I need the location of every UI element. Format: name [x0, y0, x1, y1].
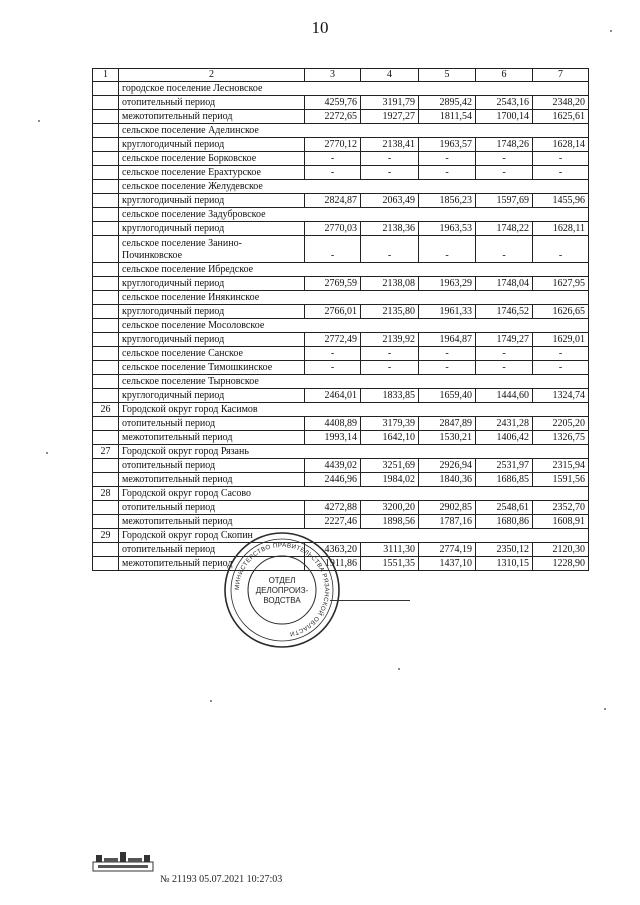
tariff-value-col-6: 1748,22 — [476, 222, 533, 236]
tariff-value-col-7: 1608,91 — [533, 515, 589, 529]
tariff-value-col-7: 1628,11 — [533, 222, 589, 236]
settlement-name: городское поселение Лесновское — [119, 82, 589, 96]
tariff-value-col-7: 2348,20 — [533, 96, 589, 110]
district-heading-row — [93, 487, 589, 501]
row-number-cell — [93, 110, 119, 124]
table-header-row — [93, 69, 589, 82]
column-number-6: 6 — [476, 69, 533, 82]
tariff-value-col-5: - — [419, 347, 476, 361]
settlement-name: сельское поселение Ибредское — [119, 263, 589, 277]
row-number-cell — [93, 543, 119, 557]
tariff-value-col-3: 2769,59 — [305, 277, 361, 291]
tariff-value-col-5: 1437,10 — [419, 557, 476, 571]
tariff-value-col-6: - — [476, 361, 533, 375]
tariff-value-col-4: 1551,35 — [361, 557, 419, 571]
tariff-value-col-3: - — [305, 166, 361, 180]
tariff-value-col-7: 2205,20 — [533, 417, 589, 431]
tariff-value-col-7: 1591,56 — [533, 473, 589, 487]
tariff-value-col-4: - — [361, 166, 419, 180]
tariff-value-col-6: 1748,04 — [476, 277, 533, 291]
tariff-value-col-4: - — [361, 236, 419, 263]
tariff-value-col-7: - — [533, 236, 589, 263]
tariff-value-col-3: 4439,02 — [305, 459, 361, 473]
period-label: отопительный период — [119, 501, 305, 515]
row-number-cell — [93, 152, 119, 166]
tariff-value-col-5: 2895,42 — [419, 96, 476, 110]
period-label: круглогодичный период — [119, 222, 305, 236]
tariff-value-col-5: 1811,54 — [419, 110, 476, 124]
district-name: Городской округ город Касимов — [119, 403, 589, 417]
table-row — [93, 277, 589, 291]
settlement-heading-row — [93, 124, 589, 138]
row-number-cell — [93, 263, 119, 277]
period-label: сельское поселение Занино-Починковское — [119, 236, 305, 263]
tariff-value-col-4: 3111,30 — [361, 543, 419, 557]
tariff-value-col-6: 2531,97 — [476, 459, 533, 473]
tariff-value-col-4: 3200,20 — [361, 501, 419, 515]
tariff-value-col-3: 4408,89 — [305, 417, 361, 431]
tariff-value-col-3: 2824,87 — [305, 194, 361, 208]
tariff-value-col-7: 1626,65 — [533, 305, 589, 319]
row-number-cell — [93, 361, 119, 375]
svg-text:МИНИСТЕРСТВО ПРАВИТЕЛЬСТВА РЯЗ: МИНИСТЕРСТВО ПРАВИТЕЛЬСТВА РЯЗАНСКОЙ ОБЛАСТИ — [233, 541, 331, 638]
tariff-value-col-6: 1597,69 — [476, 194, 533, 208]
tariff-value-col-6: 1748,26 — [476, 138, 533, 152]
tariff-value-col-6: - — [476, 347, 533, 361]
period-label: межотопительный период — [119, 515, 305, 529]
table-row — [93, 236, 589, 263]
period-label: отопительный период — [119, 459, 305, 473]
settlement-name: сельское поселение Задубровское — [119, 208, 589, 222]
tariff-value-col-3: 2770,12 — [305, 138, 361, 152]
row-number-cell — [93, 222, 119, 236]
tariff-value-col-5: 2926,94 — [419, 459, 476, 473]
footer-logo — [92, 850, 154, 872]
tariff-value-col-4: 2135,80 — [361, 305, 419, 319]
scan-speck — [210, 700, 212, 702]
tariff-value-col-3: 4363,20 — [305, 543, 361, 557]
row-number-cell: 27 — [93, 445, 119, 459]
tariff-value-col-5: 1964,87 — [419, 333, 476, 347]
tariff-value-col-4: 3251,69 — [361, 459, 419, 473]
tariff-value-col-6: 1700,14 — [476, 110, 533, 124]
row-number-cell — [93, 180, 119, 194]
period-label: отопительный период — [119, 417, 305, 431]
tariff-value-col-6: 1310,15 — [476, 557, 533, 571]
tariff-value-col-4: 1984,02 — [361, 473, 419, 487]
district-name: Городской округ город Скопин — [119, 529, 589, 543]
settlement-heading-row — [93, 319, 589, 333]
tariff-value-col-4: 1833,85 — [361, 389, 419, 403]
tariff-value-col-5: - — [419, 236, 476, 263]
tariff-value-col-3: 2766,01 — [305, 305, 361, 319]
settlement-heading-row — [93, 375, 589, 389]
tariff-value-col-4: 1898,56 — [361, 515, 419, 529]
row-number-cell — [93, 515, 119, 529]
period-label: сельское поселение Санское — [119, 347, 305, 361]
scan-speck — [604, 708, 606, 710]
period-label: круглогодичный период — [119, 138, 305, 152]
table-row — [93, 194, 589, 208]
settlement-heading-row — [93, 180, 589, 194]
tariff-value-col-5: - — [419, 361, 476, 375]
tariff-value-col-6: - — [476, 166, 533, 180]
tariff-value-col-7: 1228,90 — [533, 557, 589, 571]
scan-speck — [38, 120, 40, 122]
tariff-value-col-4: 2138,08 — [361, 277, 419, 291]
tariff-value-col-6: 1680,86 — [476, 515, 533, 529]
tariff-value-col-6: 1746,52 — [476, 305, 533, 319]
period-label: сельское поселение Ерахтурское — [119, 166, 305, 180]
tariff-value-col-4: 2138,41 — [361, 138, 419, 152]
tariff-value-col-7: 1627,95 — [533, 277, 589, 291]
tariff-value-col-6: - — [476, 236, 533, 263]
svg-text:ОТДЕЛ: ОТДЕЛ — [268, 576, 296, 585]
row-number-cell — [93, 291, 119, 305]
tariff-value-col-7: 2120,30 — [533, 543, 589, 557]
table-row — [93, 96, 589, 110]
table-row — [93, 305, 589, 319]
settlement-name: сельское поселение Желудевское — [119, 180, 589, 194]
column-number-7: 7 — [533, 69, 589, 82]
table-row — [93, 501, 589, 515]
period-label: межотопительный период — [119, 431, 305, 445]
tariff-value-col-5: 2902,85 — [419, 501, 476, 515]
tariff-value-col-3: - — [305, 152, 361, 166]
tariff-value-col-3: 2446,96 — [305, 473, 361, 487]
column-number-1: 1 — [93, 69, 119, 82]
row-number-cell — [93, 124, 119, 138]
row-number-cell — [93, 82, 119, 96]
row-number-cell — [93, 459, 119, 473]
tariff-value-col-6: 2548,61 — [476, 501, 533, 515]
page-number: 10 — [311, 18, 329, 37]
period-label: круглогодичный период — [119, 389, 305, 403]
tariff-value-col-5: 1856,23 — [419, 194, 476, 208]
settlement-heading-row — [93, 82, 589, 96]
tariff-value-col-4: 2139,92 — [361, 333, 419, 347]
tariff-value-col-6: - — [476, 152, 533, 166]
district-heading-row — [93, 445, 589, 459]
settlement-heading-row — [93, 291, 589, 305]
table-row — [93, 473, 589, 487]
table-row — [93, 152, 589, 166]
row-number-cell — [93, 501, 119, 515]
tariff-value-col-3: 2464,01 — [305, 389, 361, 403]
table-row — [93, 110, 589, 124]
period-label: круглогодичный период — [119, 305, 305, 319]
tariff-value-col-3: 2772,49 — [305, 333, 361, 347]
column-number-2: 2 — [119, 69, 305, 82]
district-heading-row — [93, 403, 589, 417]
tariff-value-col-4: - — [361, 347, 419, 361]
row-number-cell — [93, 333, 119, 347]
tariff-value-col-7: 1629,01 — [533, 333, 589, 347]
table-row — [93, 347, 589, 361]
tariff-value-col-6: 2431,28 — [476, 417, 533, 431]
period-label: межотопительный период — [119, 473, 305, 487]
tariff-value-col-7: 1455,96 — [533, 194, 589, 208]
scan-speck — [46, 452, 48, 454]
row-number-cell — [93, 557, 119, 571]
tariff-value-col-3: 1993,14 — [305, 431, 361, 445]
tariff-value-col-4: 2138,36 — [361, 222, 419, 236]
row-number-cell: 28 — [93, 487, 119, 501]
table-row — [93, 431, 589, 445]
column-number-5: 5 — [419, 69, 476, 82]
tariff-value-col-5: 1840,36 — [419, 473, 476, 487]
row-number-cell — [93, 277, 119, 291]
period-label: сельское поселение Борковское — [119, 152, 305, 166]
period-label: сельское поселение Тимошкинское — [119, 361, 305, 375]
tariff-table — [92, 68, 589, 571]
row-number-cell — [93, 194, 119, 208]
tariff-value-col-3: 4272,88 — [305, 501, 361, 515]
settlement-name: сельское поселение Тырновское — [119, 375, 589, 389]
tariff-value-col-5: 1963,57 — [419, 138, 476, 152]
table-row — [93, 459, 589, 473]
tariff-value-col-4: - — [361, 152, 419, 166]
row-number-cell — [93, 473, 119, 487]
document-registration-footer: № 21193 05.07.2021 10:27:03 — [160, 874, 283, 885]
settlement-name: сельское поселение Мосоловское — [119, 319, 589, 333]
tariff-value-col-4: 2063,49 — [361, 194, 419, 208]
tariff-value-col-7: 1625,61 — [533, 110, 589, 124]
tariff-value-col-7: 2352,70 — [533, 501, 589, 515]
row-number-cell — [93, 417, 119, 431]
tariff-value-col-5: 1787,16 — [419, 515, 476, 529]
district-name: Городской округ город Рязань — [119, 445, 589, 459]
row-number-cell — [93, 166, 119, 180]
tariff-value-col-5: 2847,89 — [419, 417, 476, 431]
tariff-value-col-7: - — [533, 166, 589, 180]
tariff-value-col-6: 1749,27 — [476, 333, 533, 347]
row-number-cell — [93, 208, 119, 222]
settlement-name: сельское поселение Аделинское — [119, 124, 589, 138]
row-number-cell — [93, 389, 119, 403]
svg-text:ДЕЛОПРОИЗ-: ДЕЛОПРОИЗ- — [255, 586, 309, 595]
tariff-value-col-5: 1530,21 — [419, 431, 476, 445]
tariff-value-col-5: 1963,29 — [419, 277, 476, 291]
tariff-value-col-3: - — [305, 236, 361, 263]
tariff-value-col-7: - — [533, 361, 589, 375]
period-label: отопительный период — [119, 543, 305, 557]
tariff-value-col-7: 1628,14 — [533, 138, 589, 152]
tariff-value-col-5: 1961,33 — [419, 305, 476, 319]
row-number-cell: 29 — [93, 529, 119, 543]
table-row — [93, 389, 589, 403]
tariff-value-col-6: 1686,85 — [476, 473, 533, 487]
tariff-value-col-6: 2543,16 — [476, 96, 533, 110]
svg-text:ВОДСТВА: ВОДСТВА — [263, 596, 301, 605]
row-number-cell — [93, 138, 119, 152]
tariff-value-col-5: 1659,40 — [419, 389, 476, 403]
tariff-value-col-7: 2315,94 — [533, 459, 589, 473]
period-label: межотопительный период — [119, 110, 305, 124]
official-stamp — [222, 530, 342, 650]
tariff-value-col-6: 1406,42 — [476, 431, 533, 445]
row-number-cell: 26 — [93, 403, 119, 417]
row-number-cell — [93, 347, 119, 361]
row-number-cell — [93, 236, 119, 263]
tariff-value-col-7: 1324,74 — [533, 389, 589, 403]
tariff-value-col-3: - — [305, 347, 361, 361]
column-number-3: 3 — [305, 69, 361, 82]
table-row — [93, 166, 589, 180]
row-number-cell — [93, 319, 119, 333]
table-row — [93, 361, 589, 375]
period-label: межотопительный период — [119, 557, 305, 571]
tariff-value-col-5: 1963,53 — [419, 222, 476, 236]
tariff-value-col-3: - — [305, 361, 361, 375]
period-label: отопительный период — [119, 96, 305, 110]
table-row — [93, 515, 589, 529]
table-row — [93, 333, 589, 347]
settlement-heading-row — [93, 208, 589, 222]
tariff-value-col-5: - — [419, 166, 476, 180]
tariff-value-col-3: 2272,65 — [305, 110, 361, 124]
row-number-cell — [93, 375, 119, 389]
row-number-cell — [93, 96, 119, 110]
period-label: круглогодичный период — [119, 333, 305, 347]
tariff-value-col-3: 2227,46 — [305, 515, 361, 529]
tariff-value-col-6: 2350,12 — [476, 543, 533, 557]
tariff-value-col-5: 2774,19 — [419, 543, 476, 557]
period-label: круглогодичный период — [119, 277, 305, 291]
signature-line — [330, 600, 410, 601]
settlement-heading-row — [93, 263, 589, 277]
tariff-value-col-7: - — [533, 152, 589, 166]
settlement-name: сельское поселение Инякинское — [119, 291, 589, 305]
scan-speck — [610, 30, 612, 32]
table-row — [93, 222, 589, 236]
tariff-value-col-4: - — [361, 361, 419, 375]
tariff-value-col-4: 3179,39 — [361, 417, 419, 431]
tariff-value-col-4: 1927,27 — [361, 110, 419, 124]
tariff-value-col-7: 1326,75 — [533, 431, 589, 445]
tariff-value-col-3: 2770,03 — [305, 222, 361, 236]
tariff-value-col-3: 4259,76 — [305, 96, 361, 110]
row-number-cell — [93, 431, 119, 445]
table-row — [93, 417, 589, 431]
scan-speck — [398, 668, 400, 670]
row-number-cell — [93, 305, 119, 319]
tariff-value-col-7: - — [533, 347, 589, 361]
period-label: круглогодичный период — [119, 194, 305, 208]
tariff-value-col-6: 1444,60 — [476, 389, 533, 403]
tariff-value-col-4: 3191,79 — [361, 96, 419, 110]
tariff-value-col-5: - — [419, 152, 476, 166]
district-name: Городской округ город Сасово — [119, 487, 589, 501]
table-row — [93, 138, 589, 152]
tariff-value-col-3: 1911,86 — [305, 557, 361, 571]
column-number-4: 4 — [361, 69, 419, 82]
tariff-value-col-4: 1642,10 — [361, 431, 419, 445]
